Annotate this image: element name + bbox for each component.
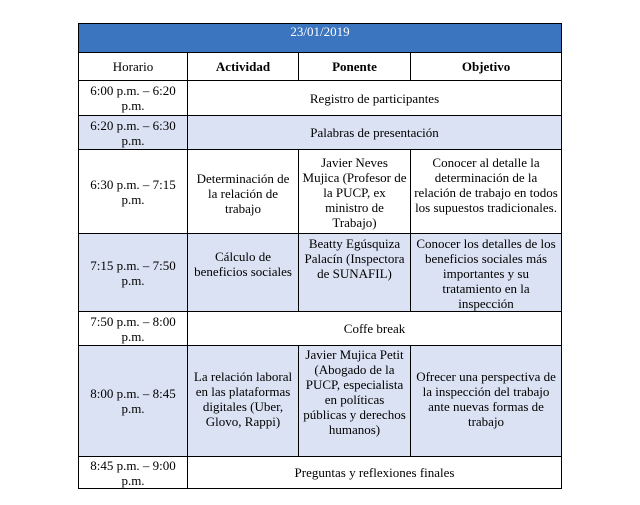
table-row [79, 81, 562, 116]
table-row [79, 346, 562, 457]
objetivo-text: Ofrecer una perspectiva de la inspección del trabajo ante nuevas formas de trabajo [416, 369, 556, 429]
actividad-text: La relación laboral en las plataformas digitales (Uber, Glovo, Rappi) [193, 369, 293, 429]
table-row [79, 150, 562, 234]
time-cell: 6:00 p.m. – 6:20 p.m. [79, 81, 188, 116]
date-row [79, 24, 562, 53]
header-actividad: Actividad [188, 53, 299, 81]
table-row [79, 457, 562, 489]
objetivo-cell [411, 346, 562, 457]
table-row [79, 116, 562, 150]
actividad-cell [188, 346, 299, 457]
time-cell: 6:30 p.m. – 7:15 p.m. [79, 150, 188, 234]
actividad-text: Determinación de la relación de trabajo [196, 171, 290, 216]
merged-cell: Coffe break [188, 312, 562, 346]
merged-cell: Palabras de presentación [188, 116, 562, 150]
header-horario: Horario [79, 53, 188, 81]
ponente-text: Beatty Egúsquiza Palacín (Inspectora de SUNAFIL) [304, 236, 405, 281]
header-ponente: Ponente [299, 53, 411, 81]
ponente-cell [299, 234, 411, 312]
time-cell: 7:15 p.m. – 7:50 p.m. [79, 234, 188, 312]
header-row [79, 53, 562, 81]
time-cell: 8:00 p.m. – 8:45 p.m. [79, 346, 188, 457]
actividad-text: Cálculo de beneficios sociales [194, 249, 292, 279]
objetivo-cell [411, 234, 562, 312]
time-cell: 7:50 p.m. – 8:00 p.m. [79, 312, 188, 346]
ponente-text: Javier Mujica Petit (Abogado de la PUCP, especialista en políticas públicas y derechos humanos) [303, 347, 406, 437]
ponente-text: Javier Neves Mujica (Profesor de la PUCP, ex ministro de Trabajo) [302, 155, 407, 230]
objetivo-text: Conocer al detalle la determinación de la relación de trabajo en todos los supuestos tradicionales. [414, 155, 558, 215]
date-cell: 23/01/2019 [79, 24, 562, 53]
actividad-cell [188, 234, 299, 312]
time-cell: 6:20 p.m. – 6:30 p.m. [79, 116, 188, 150]
header-objetivo: Objetivo [411, 53, 562, 81]
merged-cell: Registro de participantes [188, 81, 562, 116]
objetivo-cell [411, 150, 562, 234]
ponente-cell [299, 346, 411, 457]
agenda-table [78, 23, 562, 489]
time-cell: 8:45 p.m. – 9:00 p.m. [79, 457, 188, 489]
actividad-cell [188, 150, 299, 234]
table-row [79, 312, 562, 346]
objetivo-text: Conocer los detalles de los beneficios sociales más importantes y su tratamiento en la inspección [416, 236, 556, 311]
table-row [79, 234, 562, 312]
merged-cell: Preguntas y reflexiones finales [188, 457, 562, 489]
ponente-cell [299, 150, 411, 234]
